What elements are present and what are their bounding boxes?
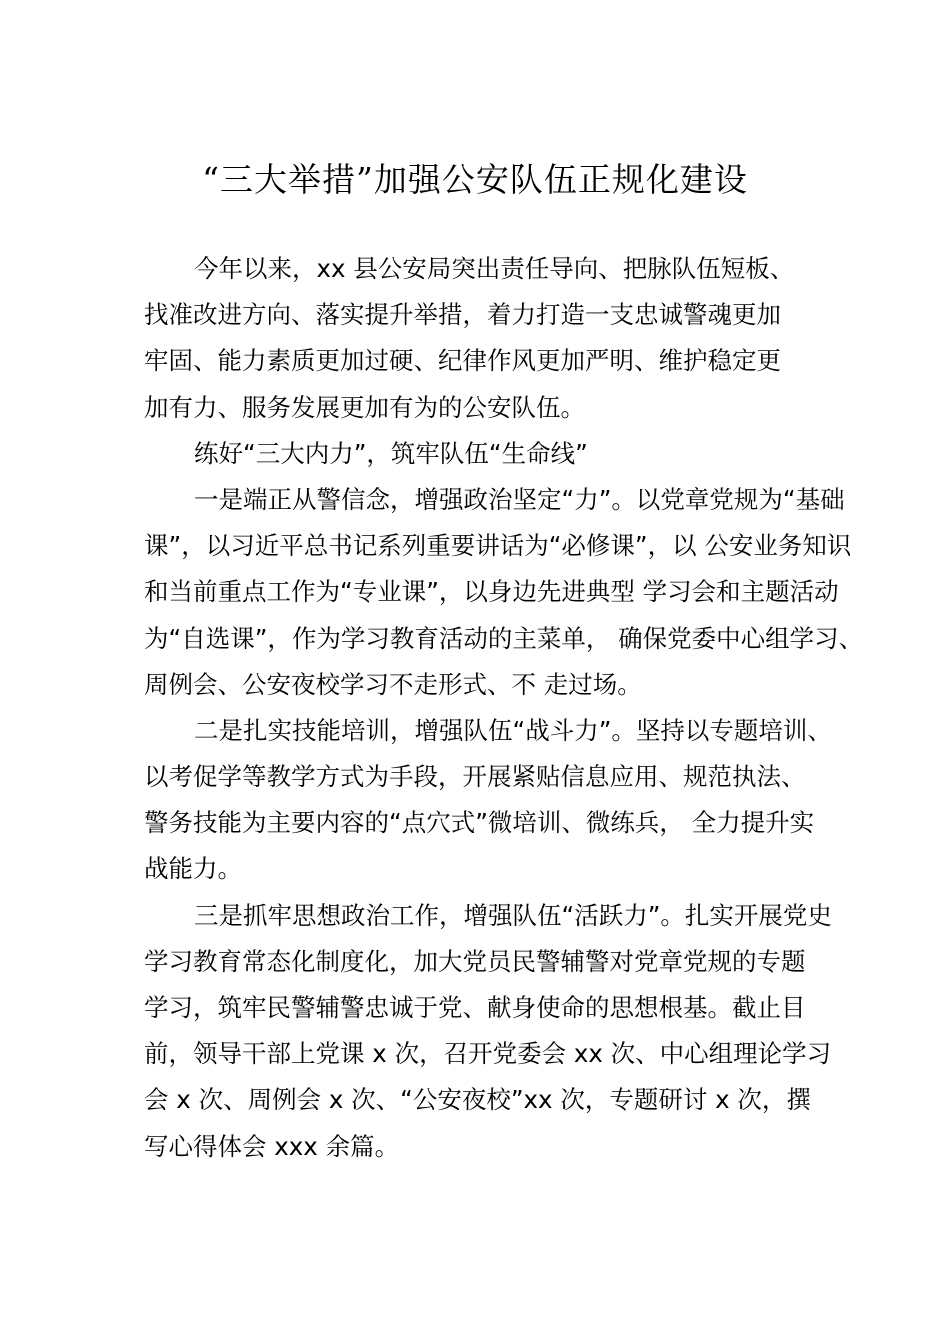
body-text-line: 为“自选课”，作为学习教育活动的主菜单， 确保党委中心组学习、 [144,623,864,653]
body-text-line: 加有力、服务发展更加有为的公安队伍。 [144,392,585,422]
body-text-line: 会 x 次、周例会 x 次、“公安夜校”xx 次，专题研讨 x 次，撰 [144,1085,811,1115]
body-text-line: 今年以来，xx 县公安局突出责任导向、把脉队伍短板、 [194,254,795,283]
body-text-line: 和当前重点工作为“专业课”，以身边先进典型 学习会和主题活动 [144,577,839,607]
body-text-line: 以考促学等教学方式为手段，开展紧贴信息应用、规范执法、 [144,762,806,792]
body-text-line: 周例会、公安夜校学习不走形式、不 走过场。 [144,669,642,699]
body-text-line: 牢固、能力素质更加过硬、纪律作风更加严明、维护稳定更 [144,346,781,376]
body-text-line: 战能力。 [144,854,242,884]
body-text-line: 找准改进方向、落实提升举措，着力打造一支忠诚警魂更加 [144,300,781,330]
body-text-line: 警务技能为主要内容的“点穴式”微培训、微练兵， 全力提升实 [144,808,815,838]
body-text-line: 前，领导干部上党课 x 次，召开党委会 xx 次、中心组理论学习 [144,1039,832,1069]
body-text-line: 三是抓牢思想政治工作，增强队伍“活跃力”。扎实开展党史 [194,900,832,930]
body-text-line: 学习教育常态化制度化，加大党员民警辅警对党章党规的专题 [144,946,806,976]
body-text-line: 二是扎实技能培训，增强队伍“战斗力”。坚持以专题培训、 [194,715,832,745]
document-title: “三大举措”加强公安队伍正规化建设 [202,160,748,199]
body-text-line: 学习，筑牢民警辅警忠诚于党、献身使命的思想根基。截止目 [144,993,806,1022]
body-text-line: 一是端正从警信念，增强政治坚定“力”。以党章党规为“基础 [194,484,845,514]
document-body [144,246,864,1170]
body-text-line: 写心得体会 xxx 余篇。 [144,1131,400,1161]
body-text-line: 课”，以习近平总书记系列重要讲话为“必修课”，以 公安业务知识 [144,531,852,561]
body-text-line: 练好“三大内力”，筑牢队伍“生命线” [194,438,588,468]
